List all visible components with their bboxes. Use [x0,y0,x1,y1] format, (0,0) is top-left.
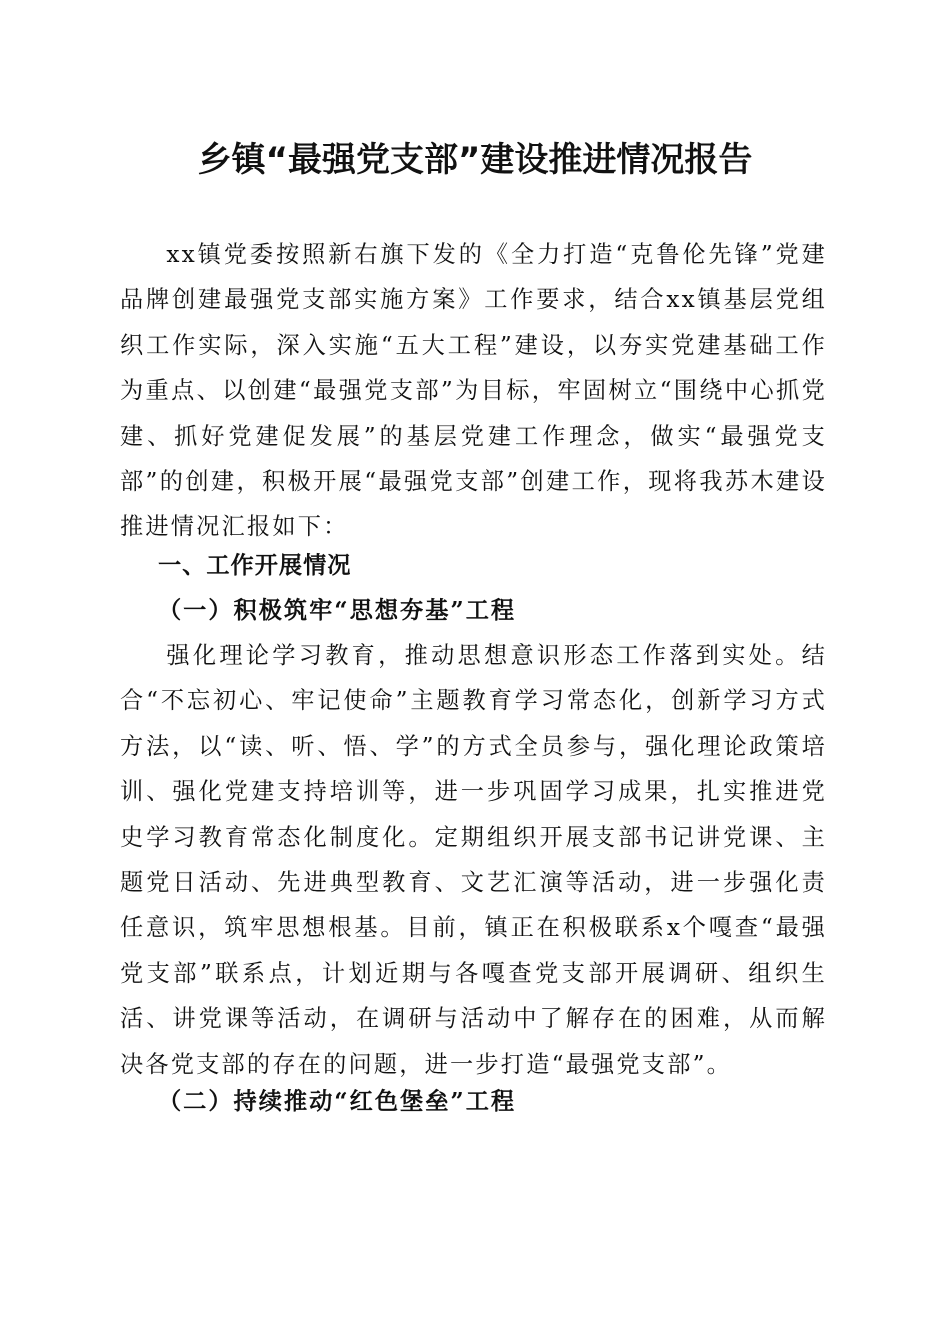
subsection-1-paragraph: 强化理论学习教育，推动思想意识形态工作落到实处。结合“不忘初心、牢记使命”主题教育学习常态化，创新学习方式方法，以“读、听、悟、学”的方式全员参与，强化理论政策培训、强化党建支持培训等，进一步巩固学习成果，扎实推进党史学习教育常态化制度化。定期组织开展支部书记讲党课、主题党日活动、先进典型教育、文艺汇演等活动，进一步强化责任意识，筑牢思想根基。目前，镇正在积极联系x个嘎查“最强党支部”联系点，计划近期与各嘎查党支部开展调研、组织生活、讲党课等活动，在调研与活动中了解存在的困难，从而解决各党支部的存在的问题，进一步打造“最强党支部”。 [120,642,827,1078]
section-heading-1: 一、工作开展情况 [158,552,352,579]
document-title: 乡镇“最强党支部”建设推进情况报告 [197,140,753,180]
subsection-heading-1: （一）积极筑牢“思想夯基”工程 [158,597,517,624]
intro-paragraph: xx镇党委按照新右旗下发的《全力打造“克鲁伦先锋”党建品牌创建最强党支部实施方案》工作要求，结合xx镇基层党组织工作实际，深入实施“五大工程”建设，以夯实党建基础工作为重点、以创建“最强党支部”为目标，牢固树立“围绕中心抓党建、抓好党建促发展”的基层党建工作理念，做实“最强党支部”的创建，积极开展“最强党支部”创建工作，现将我苏木建设推进情况汇报如下： [120,241,827,541]
subsection-heading-2: （二）持续推动“红色堡垒”工程 [158,1088,517,1115]
